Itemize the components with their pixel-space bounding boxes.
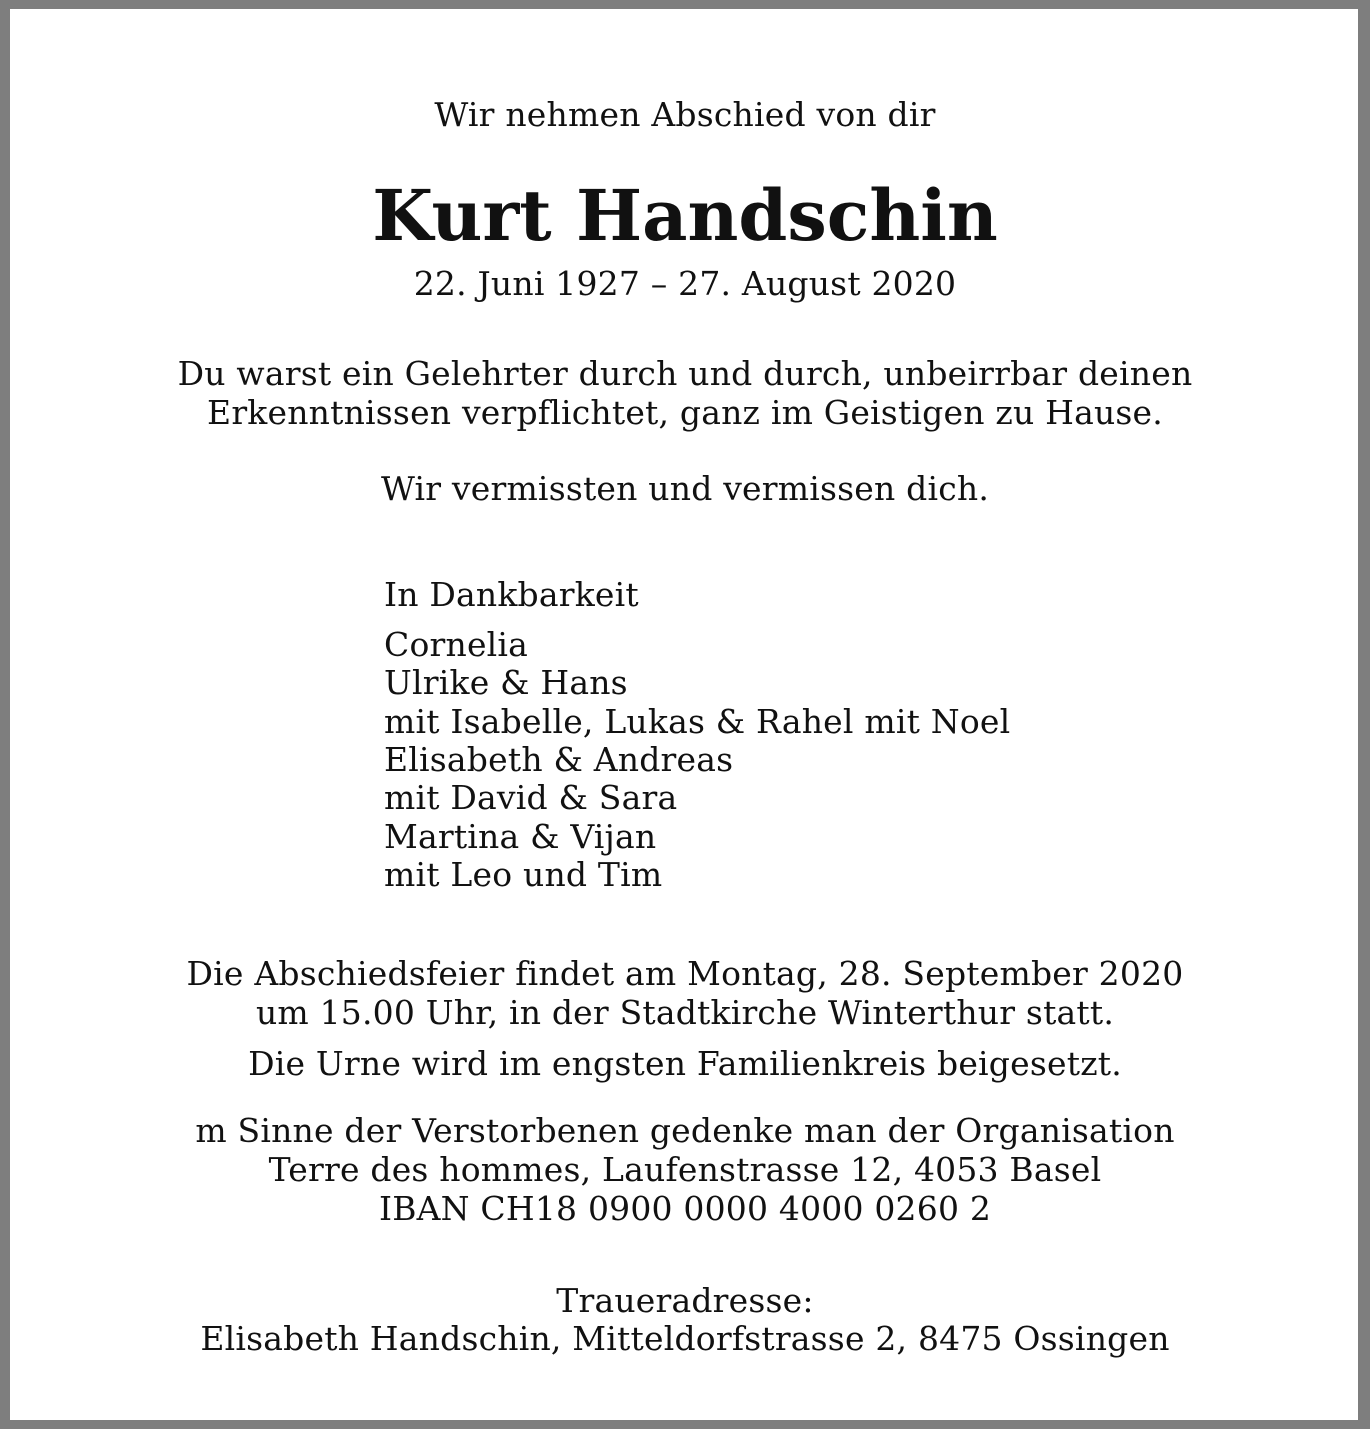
mourner-name: mit David & Sara xyxy=(384,778,678,817)
mourner-name: Cornelia xyxy=(384,625,529,664)
tribute-line-3: Wir vermissten und vermissen dich. xyxy=(380,469,990,508)
mourning-address: Elisabeth Handschin, Mitteldorfstrasse 2, 8475 Ossingen xyxy=(200,1319,1170,1358)
donation-iban: IBAN CH18 0900 0000 4000 0260 2 xyxy=(378,1189,992,1228)
ceremony-line-2: um 15.00 Uhr, in der Stadtkirche Winterthur statt. xyxy=(255,993,1115,1032)
intro-text: Wir nehmen Abschied von dir xyxy=(434,95,936,134)
donation-line-1: m Sinne der Verstorbenen gedenke man der Organisation xyxy=(195,1111,1175,1150)
tribute-line-2: Erkenntnissen verpflichtet, ganz im Geistigen zu Hause. xyxy=(207,393,1163,432)
mourning-address-label: Traueradresse: xyxy=(556,1281,814,1320)
tribute-line-1: Du warst ein Gelehrter durch und durch, unbeirrbar deinen xyxy=(177,354,1193,393)
mourner-name: Martina & Vijan xyxy=(384,817,657,856)
mourner-name: Ulrike & Hans xyxy=(384,663,628,702)
life-dates: 22. Juni 1927 – 27. August 2020 xyxy=(413,264,957,303)
donation-line-2: Terre des hommes, Laufenstrasse 12, 4053 Basel xyxy=(268,1150,1102,1189)
mourner-name: mit Leo und Tim xyxy=(384,855,663,894)
ceremony-line-1: Die Abschiedsfeier findet am Montag, 28. September 2020 xyxy=(186,954,1184,993)
deceased-name: Kurt Handschin xyxy=(372,174,998,257)
gratitude-heading: In Dankbarkeit xyxy=(384,575,639,614)
mourner-name: mit Isabelle, Lukas & Rahel mit Noel xyxy=(384,702,1011,741)
ceremony-line-3: Die Urne wird im engsten Familienkreis beigesetzt. xyxy=(248,1044,1122,1083)
mourner-name: Elisabeth & Andreas xyxy=(384,740,734,779)
